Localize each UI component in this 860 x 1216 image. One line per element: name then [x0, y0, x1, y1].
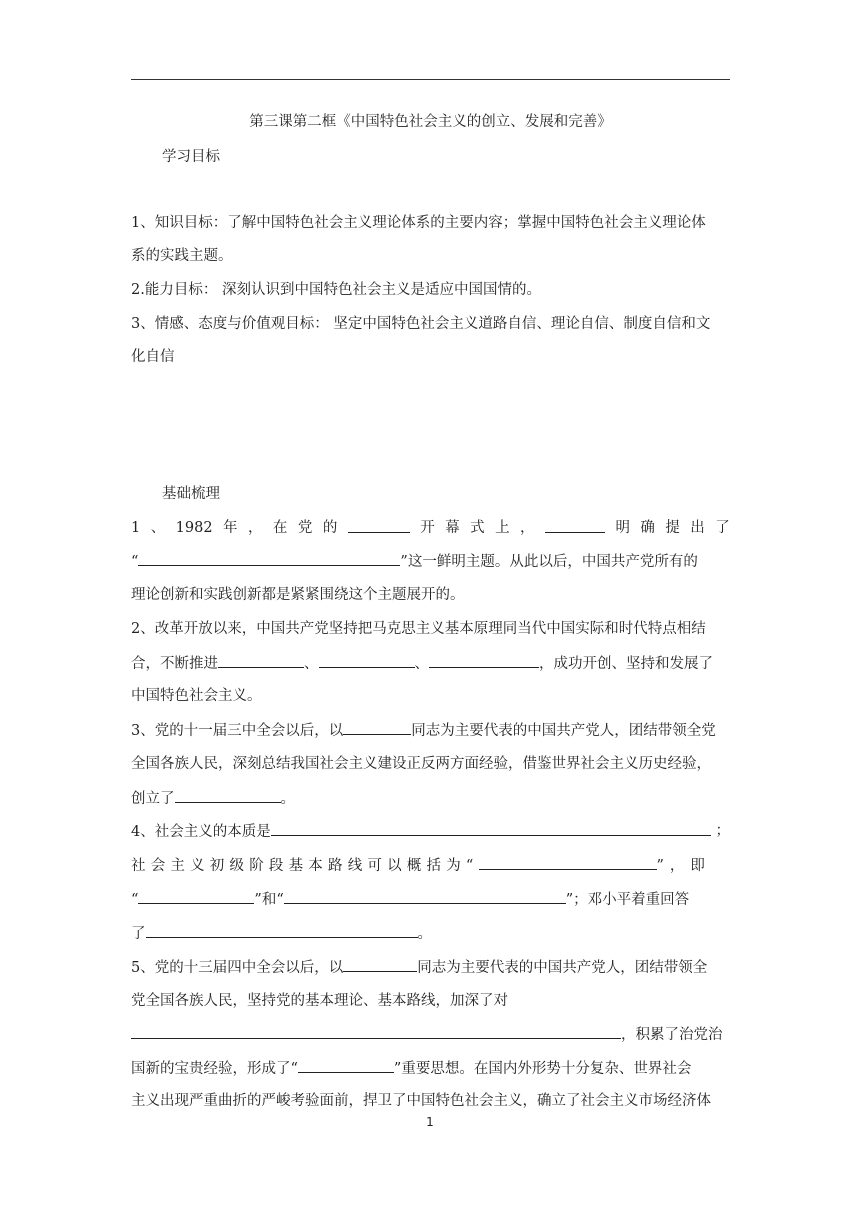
q4-text: 4、社会主义的本质是	[131, 824, 271, 840]
fill-blank[interactable]	[138, 889, 254, 904]
goal-1-line-1: 1、知识目标：了解中国特色社会主义理论体系的主要内容；掌握中国特色社会主义理论体	[131, 215, 706, 231]
goal-1-line-2: 系的实践主题。	[131, 248, 233, 264]
q3-text: 创立了	[131, 791, 175, 807]
fill-blank[interactable]	[479, 855, 657, 870]
q1-token: 党	[297, 520, 313, 536]
q4-line-2	[131, 855, 730, 876]
fill-blank[interactable]	[218, 653, 304, 668]
header-rule	[131, 79, 730, 80]
fill-blank[interactable]	[298, 1058, 394, 1073]
section-heading-basics: 基础梳理	[162, 486, 220, 502]
fill-blank[interactable]	[131, 1024, 621, 1039]
q1-token: ，	[247, 520, 263, 536]
goal-3-line-2: 化自信	[131, 349, 175, 365]
q5-line-5: 主义出现严重曲折的严峻考验面前，捍卫了中国特色社会主义，确立了社会主义市场经济体	[131, 1093, 711, 1109]
q1-token: 了	[715, 520, 730, 536]
q2-line-1: 2、改革开放以来，中国共产党坚持把马克思主义基本原理同当代中国实际和时代特点相结	[131, 621, 706, 637]
q4-text: ”，即	[656, 858, 711, 874]
q5-text: ”重要思想。在国内外形势十分复杂、世界社会	[393, 1061, 692, 1077]
q3-text: 。	[280, 791, 295, 807]
fill-blank[interactable]	[545, 518, 605, 533]
q4-text: 了	[131, 926, 146, 942]
q1-token: 确	[640, 520, 655, 536]
fill-blank[interactable]	[348, 518, 410, 533]
q4-text: ；	[715, 823, 730, 839]
document-title: 第三课第二框《中国特色社会主义的创立、发展和完善》	[249, 114, 612, 130]
q4-line-1	[131, 821, 730, 842]
goal-2: 2.能力目标： 深刻认识到中国特色社会主义是适应中国国情的。	[131, 282, 541, 298]
q2-line-2	[131, 653, 730, 674]
fill-blank[interactable]	[343, 720, 411, 735]
fill-blank[interactable]	[138, 551, 400, 566]
goal-3-line-1: 3、情感、态度与价值观目标： 坚定中国特色社会主义道路自信、理论自信、制度自信和文	[131, 316, 711, 332]
q1-token: ，	[520, 520, 535, 536]
q4-text: 。	[417, 926, 432, 942]
q5-line-3	[131, 1024, 730, 1045]
page-number: 1	[426, 1115, 434, 1129]
q1-token: 上	[495, 520, 510, 536]
q1-token: 幕	[445, 520, 460, 536]
q1-token: 的	[322, 520, 338, 536]
q4-line-4	[131, 923, 730, 944]
q5-line-1	[131, 957, 730, 978]
separator: 、	[414, 656, 429, 672]
q1-token: 1982	[175, 520, 213, 536]
q1-token: 式	[470, 520, 485, 536]
q3-line-1	[131, 720, 730, 741]
q1-token: 提	[665, 520, 680, 536]
q5-text: 同志为主要代表的中国共产党人，团结带领全	[417, 960, 708, 976]
q2-line-2-text: 合，不断推进	[131, 656, 218, 672]
q1-token: 1	[131, 520, 141, 536]
fill-blank[interactable]	[343, 957, 417, 972]
q3-line-3	[131, 788, 730, 809]
q1-token: 在	[272, 520, 288, 536]
fill-blank[interactable]	[319, 653, 415, 668]
q5-text: 国新的宝贵经验，形成了“	[131, 1061, 298, 1077]
q4-text: ”和“	[254, 892, 284, 908]
q1-token: 出	[690, 520, 705, 536]
q1-line-2-text: ”这一鲜明主题。从此以后，中国共产党所有的	[400, 554, 698, 570]
fill-blank[interactable]	[271, 821, 711, 836]
quote-open: “	[131, 554, 139, 570]
fill-blank[interactable]	[175, 788, 281, 803]
q4-line-3	[131, 889, 730, 910]
q2-line-2-tail: ，成功开创、坚持和发展了	[539, 656, 713, 672]
q2-line-3: 中国特色社会主义。	[131, 688, 262, 704]
q3-text: 3、党的十一届三中全会以后，以	[131, 723, 344, 739]
q4-text: ”；邓小平着重回答	[565, 892, 690, 908]
q4-text: “	[131, 892, 139, 908]
q5-text: ，积累了治党治	[621, 1027, 723, 1043]
q1-line-1	[131, 518, 730, 538]
section-heading-goals: 学习目标	[162, 149, 220, 165]
q1-token: 开	[420, 520, 435, 536]
q3-line-2: 全国各族人民，深刻总结我国社会主义建设正反两方面经验，借鉴世界社会主义历史经验，	[131, 756, 711, 772]
fill-blank[interactable]	[146, 923, 418, 938]
fill-blank[interactable]	[284, 889, 566, 904]
q1-token: 明	[615, 520, 630, 536]
q4-text: 社会主义初级阶段基本路线可以概括为“	[131, 858, 479, 874]
separator: 、	[304, 656, 319, 672]
q1-token: 、	[150, 520, 166, 536]
q1-line-3: 理论创新和实践创新都是紧紧围绕这个主题展开的。	[131, 587, 465, 603]
q3-text: 同志为主要代表的中国共产党人，团结带领全党	[411, 723, 716, 739]
q1-line-2	[131, 551, 730, 572]
q5-line-2: 党全国各族人民，坚持党的基本理论、基本路线，加深了对	[131, 993, 508, 1009]
q5-text: 5、党的十三届四中全会以后，以	[131, 960, 344, 976]
fill-blank[interactable]	[429, 653, 539, 668]
q5-line-4	[131, 1058, 730, 1079]
q1-token: 年	[223, 520, 238, 536]
